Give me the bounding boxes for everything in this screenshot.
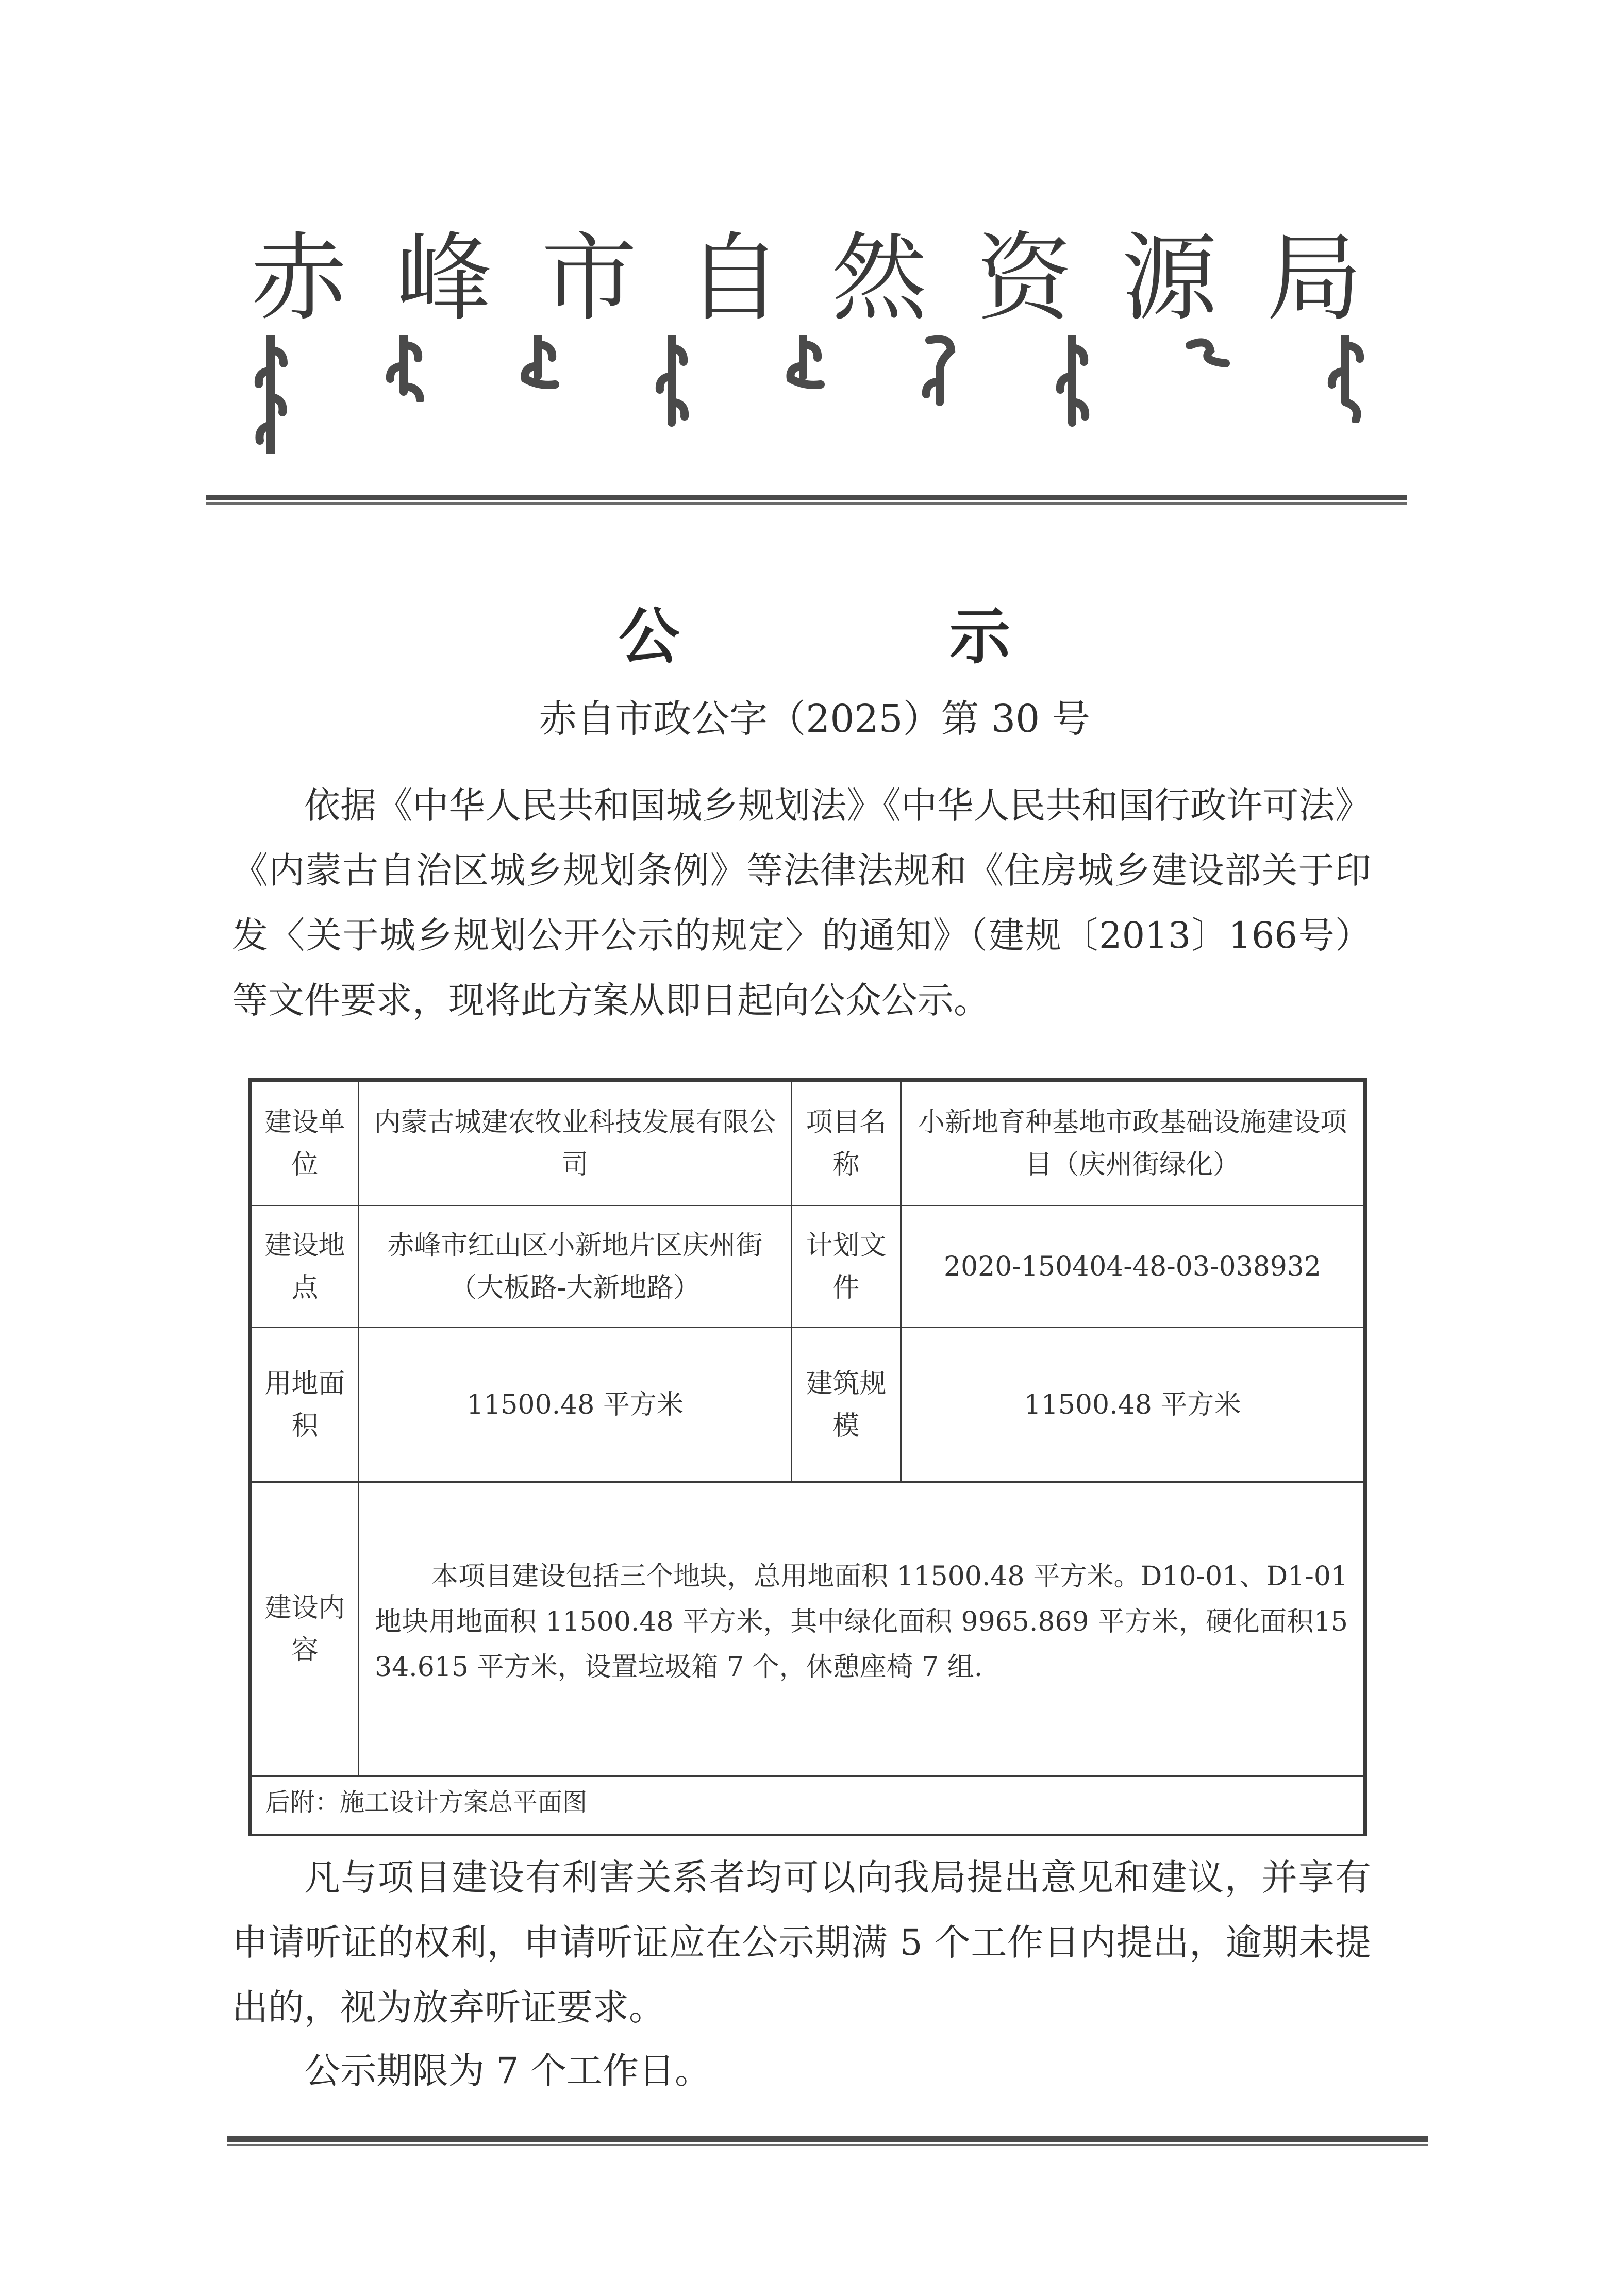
table-row xyxy=(252,1776,1364,1835)
org-name-char: 然 xyxy=(831,222,927,334)
mongolian-word-icon xyxy=(919,335,960,407)
mongolian-word-icon xyxy=(1054,335,1090,428)
intro-paragraph: 依据《中华人民共和国城乡规划法》《中华人民共和国行政许可法》《内蒙古自治区城乡规划条例》等法律法规和《住房城乡建设部关于印发〈关于城乡规划公开公示的规定〉的通知》（建规〔2013〕166号）等文件要求，现将此方案从即日起向公众公示。 xyxy=(232,784,1371,1021)
org-name-char: 峰 xyxy=(396,222,492,334)
org-name-char: 自 xyxy=(686,222,782,334)
mongolian-word-icon xyxy=(1185,335,1231,371)
org-name-char: 市 xyxy=(541,222,637,334)
org-name-char: 局 xyxy=(1266,222,1362,334)
project-info-table xyxy=(248,1078,1367,1836)
table-row xyxy=(252,1081,1364,1206)
notice-title xyxy=(619,598,1010,675)
label-construction-unit: 建设单位 xyxy=(252,1081,359,1206)
label-project-name: 项目名称 xyxy=(792,1081,901,1206)
mongolian-word-icon xyxy=(253,335,289,454)
value-project-name: 小新地育种基地市政基础设施建设项目（庆州街绿化） xyxy=(901,1081,1364,1206)
label-building-scale: 建筑规模 xyxy=(792,1328,901,1482)
mongolian-word-icon xyxy=(1325,335,1366,423)
construction-content-text: 本项目建设包括三个地块，总用地面积 11500.48 平方米。D10-01、D1-01地块用地面积 11500.48 平方米，其中绿化面积 9965.869 平方米，硬化面积1534.615 平方米，设置垃圾箱 7 个，休憩座椅 7 组. xyxy=(375,1561,1348,1683)
mongolian-script-icon xyxy=(253,335,1366,459)
value-construction-site: 赤峰市红山区小新地片区庆州街（大板路-大新地路） xyxy=(359,1206,792,1328)
rights-paragraph: 凡与项目建设有利害关系者均可以向我局提出意见和建议，并享有申请听证的权利，申请听证应在公示期满 5 个工作日内提出，逾期未提出的，视为放弃听证要求。 xyxy=(232,1856,1371,2029)
label-construction-site: 建设地点 xyxy=(252,1206,359,1328)
table-row xyxy=(252,1206,1364,1328)
label-construction-content: 建设内容 xyxy=(252,1482,359,1776)
mongolian-word-icon xyxy=(518,335,559,392)
org-name-char: 赤 xyxy=(251,222,347,334)
footer-divider xyxy=(227,2136,1428,2148)
value-land-area: 11500.48 平方米 xyxy=(359,1328,792,1482)
org-name-char: 源 xyxy=(1121,222,1218,334)
table-row xyxy=(252,1328,1364,1482)
value-building-scale: 11500.48 平方米 xyxy=(901,1328,1364,1482)
construction-content-cell xyxy=(359,1482,1364,1776)
attachment-note: 后附：施工设计方案总平面图 xyxy=(252,1776,1364,1835)
label-land-area: 用地面积 xyxy=(252,1328,359,1482)
org-name-chinese xyxy=(247,216,1366,340)
mongolian-word-icon xyxy=(654,335,690,428)
mongolian-word-icon xyxy=(383,335,424,402)
value-construction-unit: 内蒙古城建农牧业科技发展有限公司 xyxy=(359,1081,792,1206)
header-divider xyxy=(206,495,1407,506)
document-number: 赤自市政公字（2025）第 30 号 xyxy=(539,697,1090,741)
notice-title-char: 公 xyxy=(619,601,680,672)
table-row xyxy=(252,1482,1364,1776)
period-paragraph: 公示期限为 7 个工作日。 xyxy=(304,2050,711,2092)
notice-title-char: 示 xyxy=(949,601,1010,672)
label-plan-document: 计划文件 xyxy=(792,1206,901,1328)
org-name-char: 资 xyxy=(976,222,1073,334)
value-plan-document: 2020-150404-48-03-038932 xyxy=(901,1206,1364,1328)
mongolian-word-icon xyxy=(784,335,825,392)
